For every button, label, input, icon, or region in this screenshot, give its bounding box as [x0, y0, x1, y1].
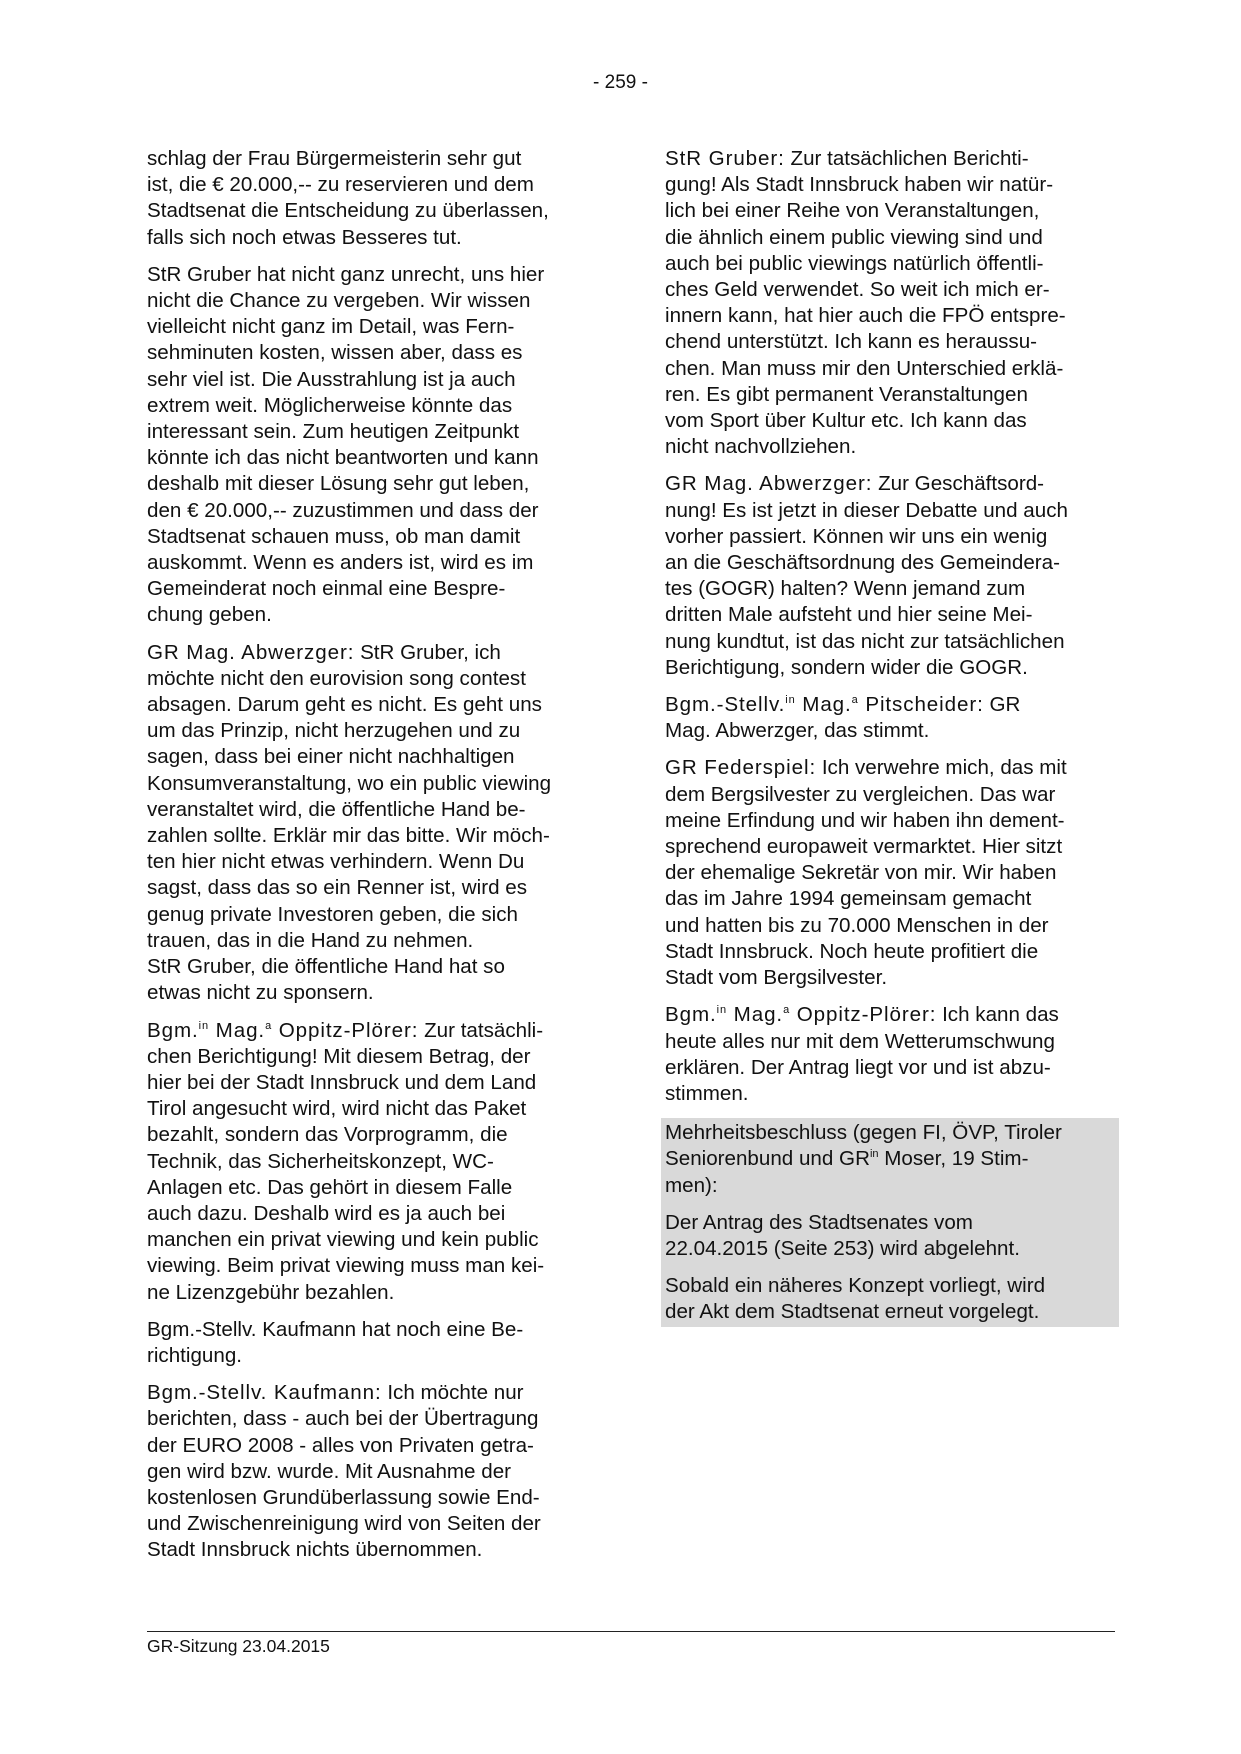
speech-text: GR — [983, 693, 1021, 717]
speaker-name: Bgm.-Stellv.$^{in}$ Mag.$^a$ Pitscheider: — [665, 693, 984, 717]
speech-federspiel — [665, 755, 1115, 991]
text-line: nicht die Chance zu vergeben. Wir wissen — [147, 289, 531, 313]
text-line: Stadtsenat die Entscheidung zu überlassen, — [147, 199, 549, 223]
speaker-name: Bgm.-Stellv. Kaufmann: — [147, 1381, 382, 1405]
text-line: interessant sein. Zum heutigen Zeitpunkt — [147, 420, 520, 444]
text-line: das im Jahre 1994 gemeinsam gemacht — [665, 887, 1032, 911]
text-line: die ähnlich einem public viewing sind und — [665, 225, 1043, 249]
text-line: berichten, dass - auch bei der Übertragung — [147, 1407, 539, 1431]
text-line: Anlagen etc. Das gehört in diesem Falle — [147, 1175, 513, 1199]
text-line: Seniorenbund und $GR^{in}$ Moser, 19 Stim- — [665, 1147, 1029, 1171]
left-column — [147, 146, 597, 1575]
text-line: trauen, das in die Hand zu nehmen. — [147, 928, 474, 952]
text-line: vielleicht nicht ganz im Detail, was Fern- — [147, 315, 515, 339]
text-line: etwas nicht zu sponsern. — [147, 981, 374, 1005]
text-line: StR Gruber, die öffentliche Hand hat so — [147, 955, 505, 979]
text-line: Sobald ein näheres Konzept vorliegt, wird — [665, 1274, 1046, 1298]
text-line: veranstaltet wird, die öffentliche Hand be- — [147, 797, 526, 821]
text-line: ne Lizenzgebühr bezahlen. — [147, 1280, 395, 1304]
text-line: ten hier nicht etwas verhindern. Wenn Du — [147, 850, 525, 874]
speech-text: Zur Geschäftsord- — [872, 472, 1045, 496]
text-line: erklären. Der Antrag liegt vor und ist abzu- — [665, 1055, 1051, 1079]
speech-abwerzger — [147, 640, 597, 954]
text-line: stimmen. — [665, 1081, 749, 1105]
text-line: nung! Es ist jetzt in dieser Debatte und auch — [665, 498, 1068, 522]
right-column — [665, 146, 1115, 1327]
text-line: der EURO 2008 - alles von Privaten getra- — [147, 1433, 534, 1457]
text-line: der ehemalige Sekretär von mir. Wir haben — [665, 861, 1057, 885]
text-line: deshalb mit dieser Lösung sehr gut leben, — [147, 472, 530, 496]
text-line: auch dazu. Deshalb wird es ja auch bei — [147, 1201, 506, 1225]
text-line: kostenlosen Grundüberlassung sowie End- — [147, 1485, 540, 1509]
speaker-name: StR Gruber: — [665, 147, 785, 170]
paragraph — [147, 262, 597, 629]
paragraph — [147, 1317, 597, 1369]
decision-note — [665, 1273, 1115, 1325]
text-line: tes (GOGR) halten? Wenn jemand zum — [665, 577, 1026, 601]
text-line — [665, 146, 1115, 172]
text-line: heute alles nur mit dem Wetterumschwung — [665, 1029, 1055, 1053]
paragraph — [147, 954, 597, 1006]
speech-oppitz-ploerer — [665, 1002, 1115, 1107]
text-line: genug private Investoren geben, die sich — [147, 902, 518, 926]
text-line: dem Bergsilvester zu vergleichen. Das war — [665, 782, 1056, 806]
text-line: absagen. Darum geht es nicht. Es geht uns — [147, 693, 542, 717]
text-line: gung! Als Stadt Innsbruck haben wir natür- — [665, 173, 1054, 197]
text-line: falls sich noch etwas Besseres tut. — [147, 225, 462, 249]
text-line: bezahlt, sondern das Vorprogramm, die — [147, 1123, 508, 1147]
text-line: der Akt dem Stadtsenat erneut vorgelegt. — [665, 1300, 1040, 1324]
speech-abwerzger — [665, 471, 1115, 681]
text-line: sagst, dass das so ein Renner ist, wird es — [147, 876, 528, 900]
text-line: Stadtsenat schauen muss, ob man damit — [147, 524, 521, 548]
text-line: sagen, dass bei einer nicht nachhaltigen — [147, 745, 515, 769]
footer-divider — [147, 1631, 1115, 1632]
speaker-name: GR Mag. Abwerzger: — [147, 640, 355, 664]
text-line: Stadt vom Bergsilvester. — [665, 966, 888, 990]
text-line: ches Geld verwendet. So weit ich mich er- — [665, 278, 1050, 302]
text-line: und Zwischenreinigung wird von Seiten der — [147, 1512, 541, 1536]
text-line: schlag der Frau Bürgermeisterin sehr gut — [147, 147, 522, 170]
text-line: Konsumveranstaltung, wo ein public viewing — [147, 771, 552, 795]
speech-kaufmann — [147, 1380, 597, 1563]
text-line — [147, 640, 597, 666]
text-line: lich bei einer Reihe von Veranstaltungen, — [665, 199, 1040, 223]
page-number: - 259 - — [593, 72, 648, 93]
speech-gruber — [665, 146, 1115, 460]
text-line: an die Geschäftsordnung des Gemeindera- — [665, 551, 1060, 575]
text-line: auch bei public viewings natürlich öffentli- — [665, 251, 1044, 275]
speech-text: Ich kann das — [936, 1003, 1059, 1027]
speech-text: Zur tatsächli- — [418, 1018, 544, 1042]
text-line: nung kundtut, ist das nicht zur tatsächlichen — [665, 629, 1065, 653]
text-line: extrem weit. Möglicherweise könnte das — [147, 393, 513, 417]
text-line: ist, die € 20.000,-- zu reservieren und dem — [147, 173, 534, 197]
text-line: manchen ein privat viewing und kein public — [147, 1228, 539, 1252]
decision-heading — [665, 1120, 1115, 1199]
text-line — [665, 1002, 1115, 1028]
text-line: chung geben. — [147, 603, 272, 627]
text-line: könnte ich das nicht beantworten und kann — [147, 446, 539, 470]
text-line: dritten Male aufsteht und hier seine Mei- — [665, 603, 1033, 627]
text-line: Bgm.-Stellv. Kaufmann hat noch eine Be- — [147, 1317, 524, 1341]
speaker-name: GR Federspiel: — [665, 756, 817, 780]
text-line: Stadt Innsbruck. Noch heute profitiert die — [665, 939, 1039, 963]
text-line: den € 20.000,-- zuzustimmen und dass der — [147, 498, 539, 522]
text-line: innern kann, hat hier auch die FPÖ entspre- — [665, 304, 1066, 328]
text-line: auskommt. Wenn es anders ist, wird es im — [147, 551, 534, 575]
text-line: men): — [665, 1173, 718, 1197]
speaker-name: Bgm.$^{in}$ Mag.$^a$ Oppitz-Plörer: — [147, 1018, 419, 1042]
text-line: vorher passiert. Können wir uns ein wenig — [665, 524, 1048, 548]
text-line: Berichtigung, sondern wider die GOGR. — [665, 655, 1028, 679]
text-line: viewing. Beim privat viewing muss man kei- — [147, 1254, 545, 1278]
speech-text: StR Gruber, ich — [354, 640, 501, 664]
text-line: vom Sport über Kultur etc. Ich kann das — [665, 409, 1027, 433]
text-line: Tirol angesucht wird, wird nicht das Paket — [147, 1097, 527, 1121]
text-line: um das Prinzip, nicht herzugehen und zu — [147, 719, 521, 743]
text-line: meine Erfindung und wir haben ihn dement- — [665, 808, 1065, 832]
text-line: Gemeinderat noch einmal eine Bespre- — [147, 577, 506, 601]
speech-text: Ich verwehre mich, das mit — [816, 756, 1067, 780]
decision-box — [661, 1118, 1119, 1326]
decision-result — [665, 1210, 1115, 1262]
text-line — [665, 755, 1115, 781]
text-line: Technik, das Sicherheitskonzept, WC- — [147, 1149, 494, 1173]
speaker-name: Bgm.$^{in}$ Mag.$^a$ Oppitz-Plörer: — [665, 1003, 937, 1027]
paragraph — [147, 146, 597, 251]
text-line: Der Antrag des Stadtsenates vom — [665, 1210, 973, 1234]
text-line: zahlen sollte. Erklär mir das bitte. Wir möch- — [147, 824, 550, 848]
text-line: richtigung. — [147, 1343, 243, 1367]
speech-oppitz-ploerer — [147, 1018, 597, 1306]
text-line — [147, 1018, 597, 1044]
text-line: und hatten bis zu 70.000 Menschen in der — [665, 913, 1049, 937]
text-line: ren. Es gibt permanent Veranstaltungen — [665, 382, 1028, 406]
text-line: sehr viel ist. Die Ausstrahlung ist ja auch — [147, 367, 516, 391]
text-line — [665, 471, 1115, 497]
text-line: gen wird bzw. wurde. Mit Ausnahme der — [147, 1459, 511, 1483]
footer-session-label: GR-Sitzung 23.04.2015 — [147, 1636, 330, 1656]
speech-text: Zur tatsächlichen Berichti- — [784, 147, 1029, 170]
speaker-name: GR Mag. Abwerzger: — [665, 472, 873, 496]
text-line: chen. Man muss mir den Unterschied erklä- — [665, 356, 1064, 380]
speech-pitscheider — [665, 692, 1115, 744]
text-line: hier bei der Stadt Innsbruck und dem Land — [147, 1070, 537, 1094]
text-line: Mehrheitsbeschluss (gegen FI, ÖVP, Tiroler — [665, 1121, 1062, 1145]
text-line: StR Gruber hat nicht ganz unrecht, uns hier — [147, 262, 545, 286]
text-line: chend unterstützt. Ich kann es heraussu- — [665, 330, 1038, 354]
speech-text: Ich möchte nur — [381, 1381, 524, 1405]
text-line: Stadt Innsbruck nichts übernommen. — [147, 1538, 483, 1562]
text-line — [665, 692, 1115, 718]
text-line: sehminuten kosten, wissen aber, dass es — [147, 341, 523, 365]
text-line: nicht nachvollziehen. — [665, 435, 857, 459]
text-line — [147, 1380, 597, 1406]
text-line: 22.04.2015 (Seite 253) wird abgelehnt. — [665, 1236, 1020, 1260]
text-line: chen Berichtigung! Mit diesem Betrag, der — [147, 1044, 531, 1068]
text-line: Mag. Abwerzger, das stimmt. — [665, 719, 930, 743]
text-line: möchte nicht den eurovision song contest — [147, 666, 526, 690]
text-line: sprechend europaweit vermarktet. Hier sitzt — [665, 835, 1063, 859]
